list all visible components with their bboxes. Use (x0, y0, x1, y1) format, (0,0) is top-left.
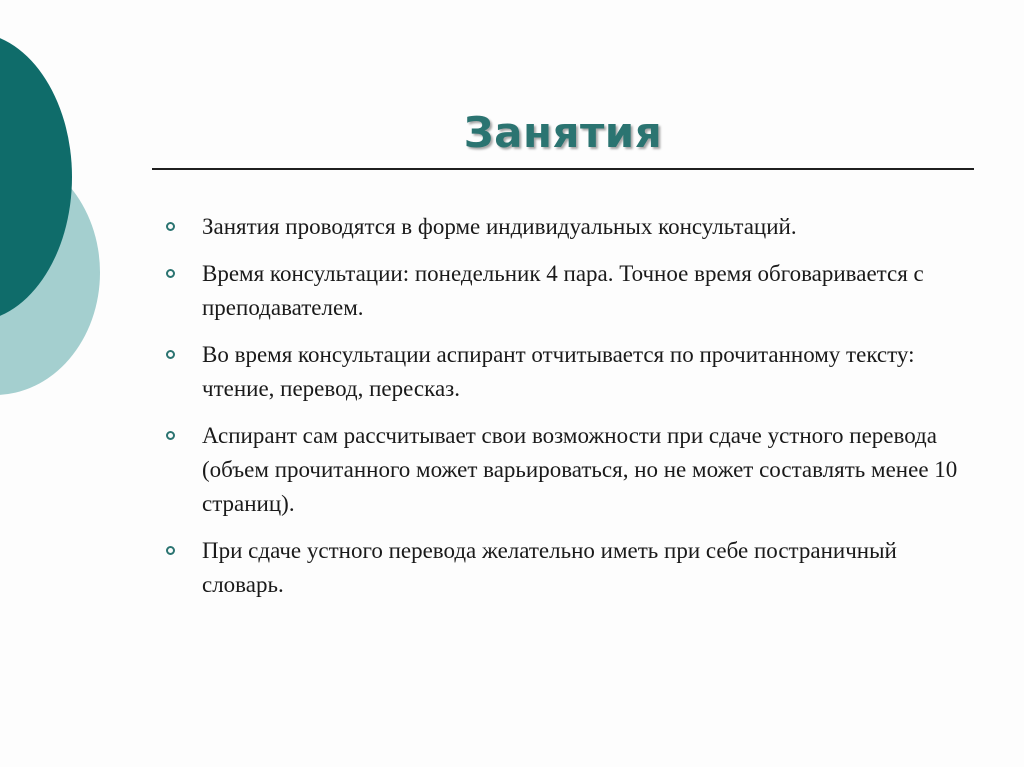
circle-bullet-icon (166, 350, 175, 359)
list-item (162, 338, 962, 406)
bullet-text: Занятия проводятся в форме индивидуальных консультаций. (202, 214, 797, 239)
list-item (162, 210, 962, 244)
list-item (162, 534, 962, 602)
title-divider (152, 168, 974, 170)
list-item (162, 419, 962, 521)
bullet-text: Аспирант сам рассчитывает свои возможности при сдаче устного перевода (объем прочитанного может варьироваться, но не может составлять менее 10 страниц). (202, 423, 958, 516)
bullet-text: При сдаче устного перевода желательно иметь при себе постраничный словарь. (202, 538, 897, 597)
circle-bullet-icon (166, 431, 175, 440)
bullet-text: Время консультации: понедельник 4 пара. Точное время обговаривается с преподавателем. (202, 261, 924, 320)
slide-title: Занятия (463, 108, 663, 157)
bullet-list (162, 210, 962, 615)
bullet-text: Во время консультации аспирант отчитывается по прочитанному тексту: чтение, перевод, пересказ. (202, 342, 915, 401)
circle-bullet-icon (166, 222, 175, 231)
list-item (162, 257, 962, 325)
circle-bullet-icon (166, 269, 175, 278)
circle-bullet-icon (166, 546, 175, 555)
